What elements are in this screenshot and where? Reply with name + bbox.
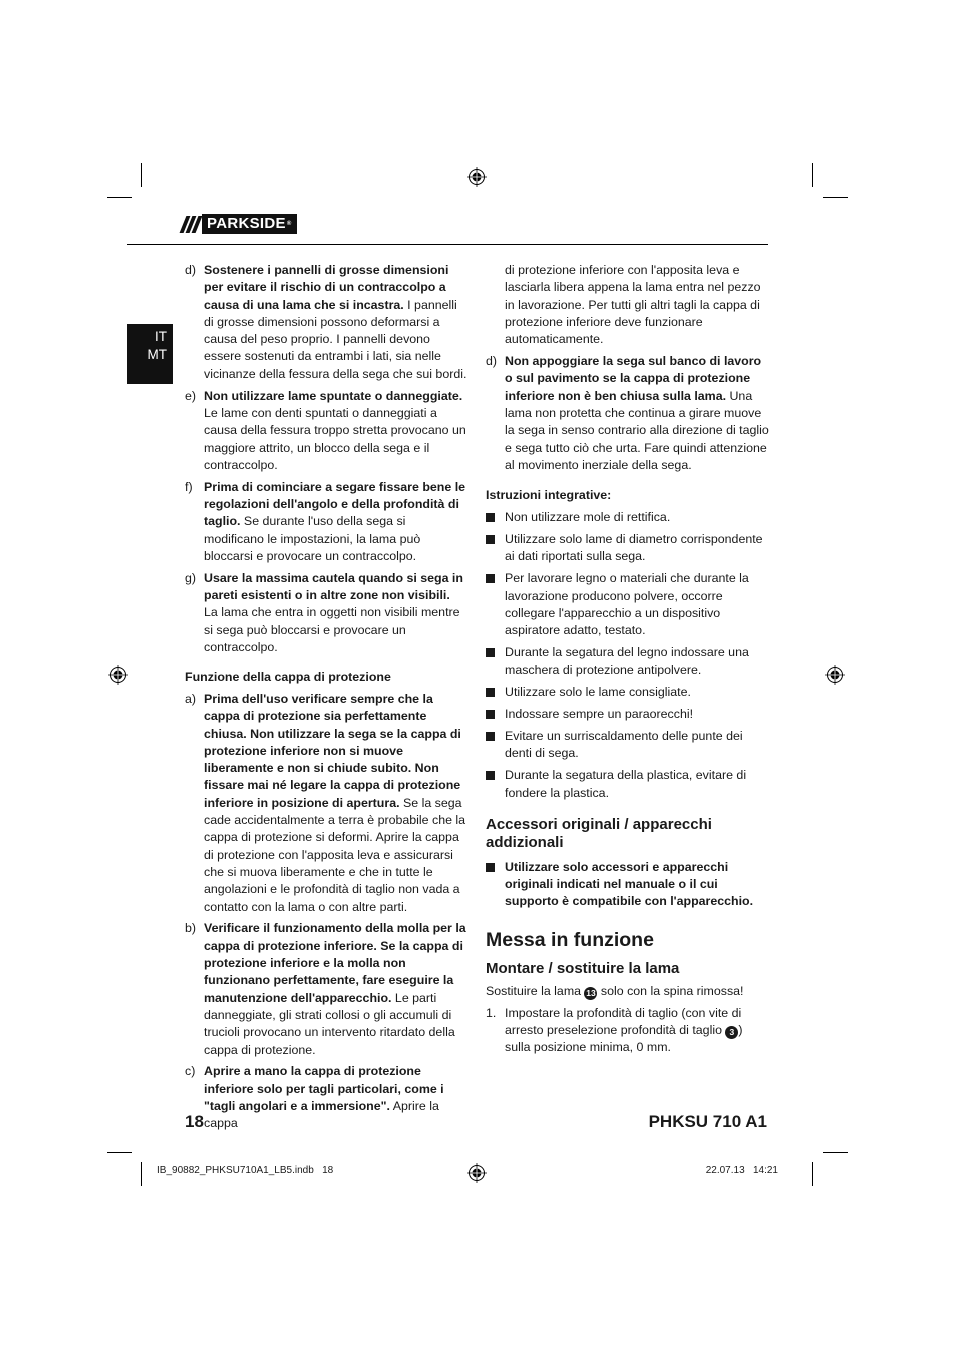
bullet-item: Durante la segatura della plastica, evitare di fondere la plastica. [486, 767, 769, 802]
list-item: g) Usare la massima cautela quando si sega in pareti esistenti o in altre zone non visibili. La lama che entra in oggetti non visibili mentre si sega può bloccarsi e provocare un contraccolpo. [185, 570, 463, 655]
square-bullet-icon [486, 644, 505, 679]
crop-mark [141, 163, 142, 187]
bullet-item: Utilizzare solo le lame consigliate. [486, 684, 769, 701]
model-number: PHKSU 710 A1 [648, 1112, 767, 1131]
bullet-item: Per lavorare legno o materiali che durante la lavorazione producono polvere, occorre collegare l'apparecchio a un dispositivo aspiratore adatto, testato. [486, 570, 769, 639]
step-item: 1. Impostare la profondità di taglio (con vite di arresto preselezione profondità di taglio 3 ) sulla posizione minima, 0 mm. [486, 1005, 743, 1055]
square-bullet-icon [486, 509, 505, 526]
section-heading-blade: Montare / sostituire la lama [486, 959, 680, 977]
list-item: f) Prima di cominciare a segare fissare bene le regolazioni dell'angolo e della profondità di taglio. Se durante l'uso della sega si modificano le impostazioni, la lama può bloccarsi e provocare un contraccolpo. [185, 479, 466, 563]
list-item: e) Non utilizzare lame spuntate o danneggiate. Le lame con denti spuntati o danneggiati a causa della fessura troppo stretta provocano un maggiore attrito, un blocco della sega e il contraccolpo. [185, 388, 466, 472]
bullet-item: Evitare un surriscaldamento delle punte dei denti di sega. [486, 728, 769, 763]
list-item: d) Sostenere i pannelli di grosse dimensioni per evitare il rischio di un contraccolpo a causa di una lama che si incastra. I pannelli di grosse dimensioni possono deformarsi a causa del peso proprio. I pannelli devono essere sostenuti da entrambi i lati, sia nelle vicinanze della fessura della sega che sui bordi. [185, 263, 467, 381]
part-number-badge: 13 [586, 987, 596, 998]
square-bullet-icon [486, 859, 505, 911]
bullet-item: Durante la segatura del legno indossare una maschera di protezione antipolvere. [486, 644, 769, 679]
logo-slashes-icon [183, 216, 199, 233]
crop-mark [823, 197, 848, 198]
page-number: 18 [185, 1112, 204, 1131]
crop-mark [141, 1162, 142, 1186]
list-item: c) Aprire a mano la cappa di protezione inferiore solo per tagli particolari, come i "tagli angolari e a immersione". Aprire la cappa [185, 1064, 444, 1131]
chapter-heading: Messa in funzione [486, 928, 654, 951]
crop-mark [812, 163, 813, 187]
part-number-badge: 3 [725, 1026, 738, 1039]
logo-wordmark: PARKSIDE® [202, 214, 297, 234]
list-item: d) Non appoggiare la sega sul banco di lavoro o sul pavimento se la cappa di protezione inferiore non è ben chiusa sulla lama. Una lama non protetta che continua a girare muove la sega in senso contrario alla direzione di taglio e sega tutto ciò che urta. Fare quindi attenzione al movimento inerziale della sega. [486, 354, 769, 472]
square-bullet-icon [486, 684, 505, 701]
list-item-continuation: di protezione inferiore con l'apposita leva e lasciarla libera appena la lama entra nel pezzo in lavorazione. Per tutti gli altri tagli la cappa di protezione inferiore deve funzionare automaticamente. [505, 263, 761, 347]
header-rule [127, 244, 768, 245]
section-heading-accessories: Accessori originali / apparecchi addizionali [486, 815, 712, 851]
language-tab: IT MT [127, 324, 173, 384]
list-item: b) Verificare il funzionamento della molla per la cappa di protezione inferiore. Se la cappa di protezione inferiore e la molla non funzionano perfettamente, fare eseguire la manutenzione dell'apparecchio. Le parti danneggiate, gli strati collosi o gli accumuli di trucioli provocano un intervento ritardato della cappa di protezione. [185, 921, 466, 1057]
instruction-text: Sostituire la lama 13 solo con la spina rimossa! [486, 983, 744, 998]
square-bullet-icon [486, 570, 505, 639]
crop-mark [107, 197, 132, 198]
bullet-item: Utilizzare solo lame di diametro corrispondente ai dati riportati sulla sega. [486, 531, 769, 566]
square-bullet-icon [486, 531, 505, 566]
square-bullet-icon [486, 706, 505, 723]
crop-mark [812, 1162, 813, 1186]
registration-mark-icon [825, 665, 845, 685]
parkside-logo [183, 213, 309, 235]
bullet-item: Utilizzare solo accessori e apparecchi originali indicati nel manuale o il cui supporto è compatibile con l'apparecchio. [486, 859, 769, 911]
list-item: a) Prima dell'uso verificare sempre che la cappa di protezione sia perfettamente chiusa. Non utilizzare la sega se la cappa di protezione inferiore non si muove liberamente e non si chiude subito. Non fissare mai né legare la cappa di protezione inferiore in posizione di apertura. Se la sega cade accidentalmente a terra è probabile che la cappa di protezione si deformi. Aprire la cappa di protezione con l'apposita leva e assicurarsi che si muova liberamente e che in tutte le angolazioni e le profondità di taglio non vada a contatto con la lama o con altre parti. [185, 692, 466, 914]
square-bullet-icon [486, 728, 505, 763]
file-slug: IB_90882_PHKSU710A1_LB5.indb 18 [157, 1165, 334, 1176]
right-column [486, 262, 769, 1061]
bullet-item: Non utilizzare mole di rettifica. [486, 509, 769, 526]
registration-mark-icon [467, 1163, 487, 1183]
bullet-item: Indossare sempre un paraorecchi! [486, 706, 769, 723]
section-subheading: Funzione della cappa di protezione [185, 670, 391, 685]
crop-mark [823, 1152, 848, 1153]
date-slug: 22.07.13 14:21 [705, 1165, 778, 1176]
left-column [185, 262, 467, 1137]
registration-mark-icon [467, 167, 487, 187]
square-bullet-icon [486, 767, 505, 802]
crop-mark [107, 1152, 132, 1153]
registration-mark-icon [108, 665, 128, 685]
section-subheading: Istruzioni integrative: [486, 488, 612, 503]
